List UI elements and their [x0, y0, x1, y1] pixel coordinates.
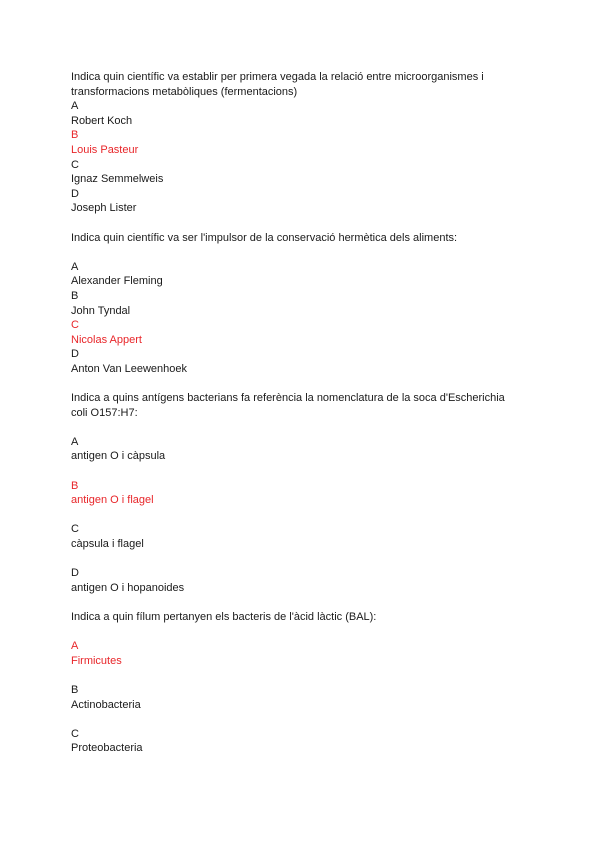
- question-4: [71, 610, 531, 756]
- option-a: [71, 435, 531, 464]
- question-text-line: transformacions metabòliques (fermentacions): [71, 85, 298, 98]
- option-letter: D: [71, 567, 79, 580]
- option-text: antigen O i flagel: [71, 494, 154, 507]
- spacer: [71, 552, 531, 567]
- option-b-correct: [71, 128, 531, 157]
- option-letter: B: [71, 683, 79, 696]
- option-letter: C: [71, 727, 79, 740]
- option-letter: A: [71, 100, 79, 113]
- option-a: [71, 99, 531, 128]
- question-text-line: Indica a quin fílum pertanyen els bacteris de l'àcid làctic (BAL):: [71, 610, 377, 623]
- option-text: Proteobacteria: [71, 742, 143, 755]
- question-2: [71, 231, 531, 377]
- question-text-line: Indica quin científic va ser l'impulsor de la conservació hermètica dels aliments:: [71, 231, 458, 244]
- question-1: [71, 70, 531, 216]
- option-d: [71, 566, 531, 595]
- spacer: [71, 420, 531, 435]
- question-text-line: Indica quin científic va establir per primera vegada la relació entre microorganismes i: [71, 71, 484, 83]
- option-letter: D: [71, 348, 79, 361]
- option-letter: B: [71, 129, 79, 142]
- option-letter: B: [71, 289, 79, 302]
- option-c: [71, 158, 531, 187]
- document-page: [71, 70, 531, 756]
- option-text: Louis Pasteur: [71, 143, 139, 156]
- spacer: [71, 595, 531, 610]
- option-letter: A: [71, 435, 79, 448]
- option-text: càpsula i flagel: [71, 538, 144, 550]
- spacer: [71, 216, 531, 231]
- spacer: [71, 245, 531, 260]
- option-text: antigen O i hopanoides: [71, 581, 185, 594]
- option-letter: C: [71, 319, 79, 332]
- option-text: Joseph Lister: [71, 202, 137, 215]
- option-text: Robert Koch: [71, 114, 133, 127]
- option-a-correct: [71, 639, 531, 668]
- option-text: Ignaz Semmelweis: [71, 173, 164, 186]
- option-text: Actinobacteria: [71, 698, 141, 711]
- option-text: John Tyndal: [71, 304, 131, 317]
- option-b-correct: [71, 479, 531, 508]
- option-letter: C: [71, 158, 79, 171]
- option-letter: D: [71, 187, 79, 200]
- option-c-correct: [71, 318, 531, 347]
- option-text: Anton Van Leewenhoek: [71, 362, 187, 375]
- question-3: [71, 391, 531, 595]
- option-text: Firmicutes: [71, 654, 122, 667]
- option-letter: A: [71, 260, 79, 273]
- option-b: [71, 289, 531, 318]
- option-text: Nicolas Appert: [71, 333, 142, 346]
- spacer: [71, 625, 531, 640]
- spacer: [71, 376, 531, 391]
- option-d: [71, 187, 531, 216]
- option-c: [71, 727, 531, 756]
- option-a: [71, 260, 531, 289]
- spacer: [71, 464, 531, 479]
- spacer: [71, 508, 531, 523]
- option-letter: A: [71, 640, 79, 653]
- option-text: antigen O i càpsula: [71, 450, 166, 463]
- spacer: [71, 712, 531, 727]
- option-b: [71, 683, 531, 712]
- option-c: [71, 522, 531, 551]
- question-text-line: coli O157:H7:: [71, 406, 138, 419]
- option-text: Alexander Fleming: [71, 275, 163, 288]
- question-text-line: Indica a quins antígens bacterians fa referència la nomenclatura de la soca d'Escherichia: [71, 392, 505, 405]
- option-d: [71, 347, 531, 376]
- option-letter: B: [71, 479, 79, 492]
- option-letter: C: [71, 523, 79, 536]
- spacer: [71, 668, 531, 683]
